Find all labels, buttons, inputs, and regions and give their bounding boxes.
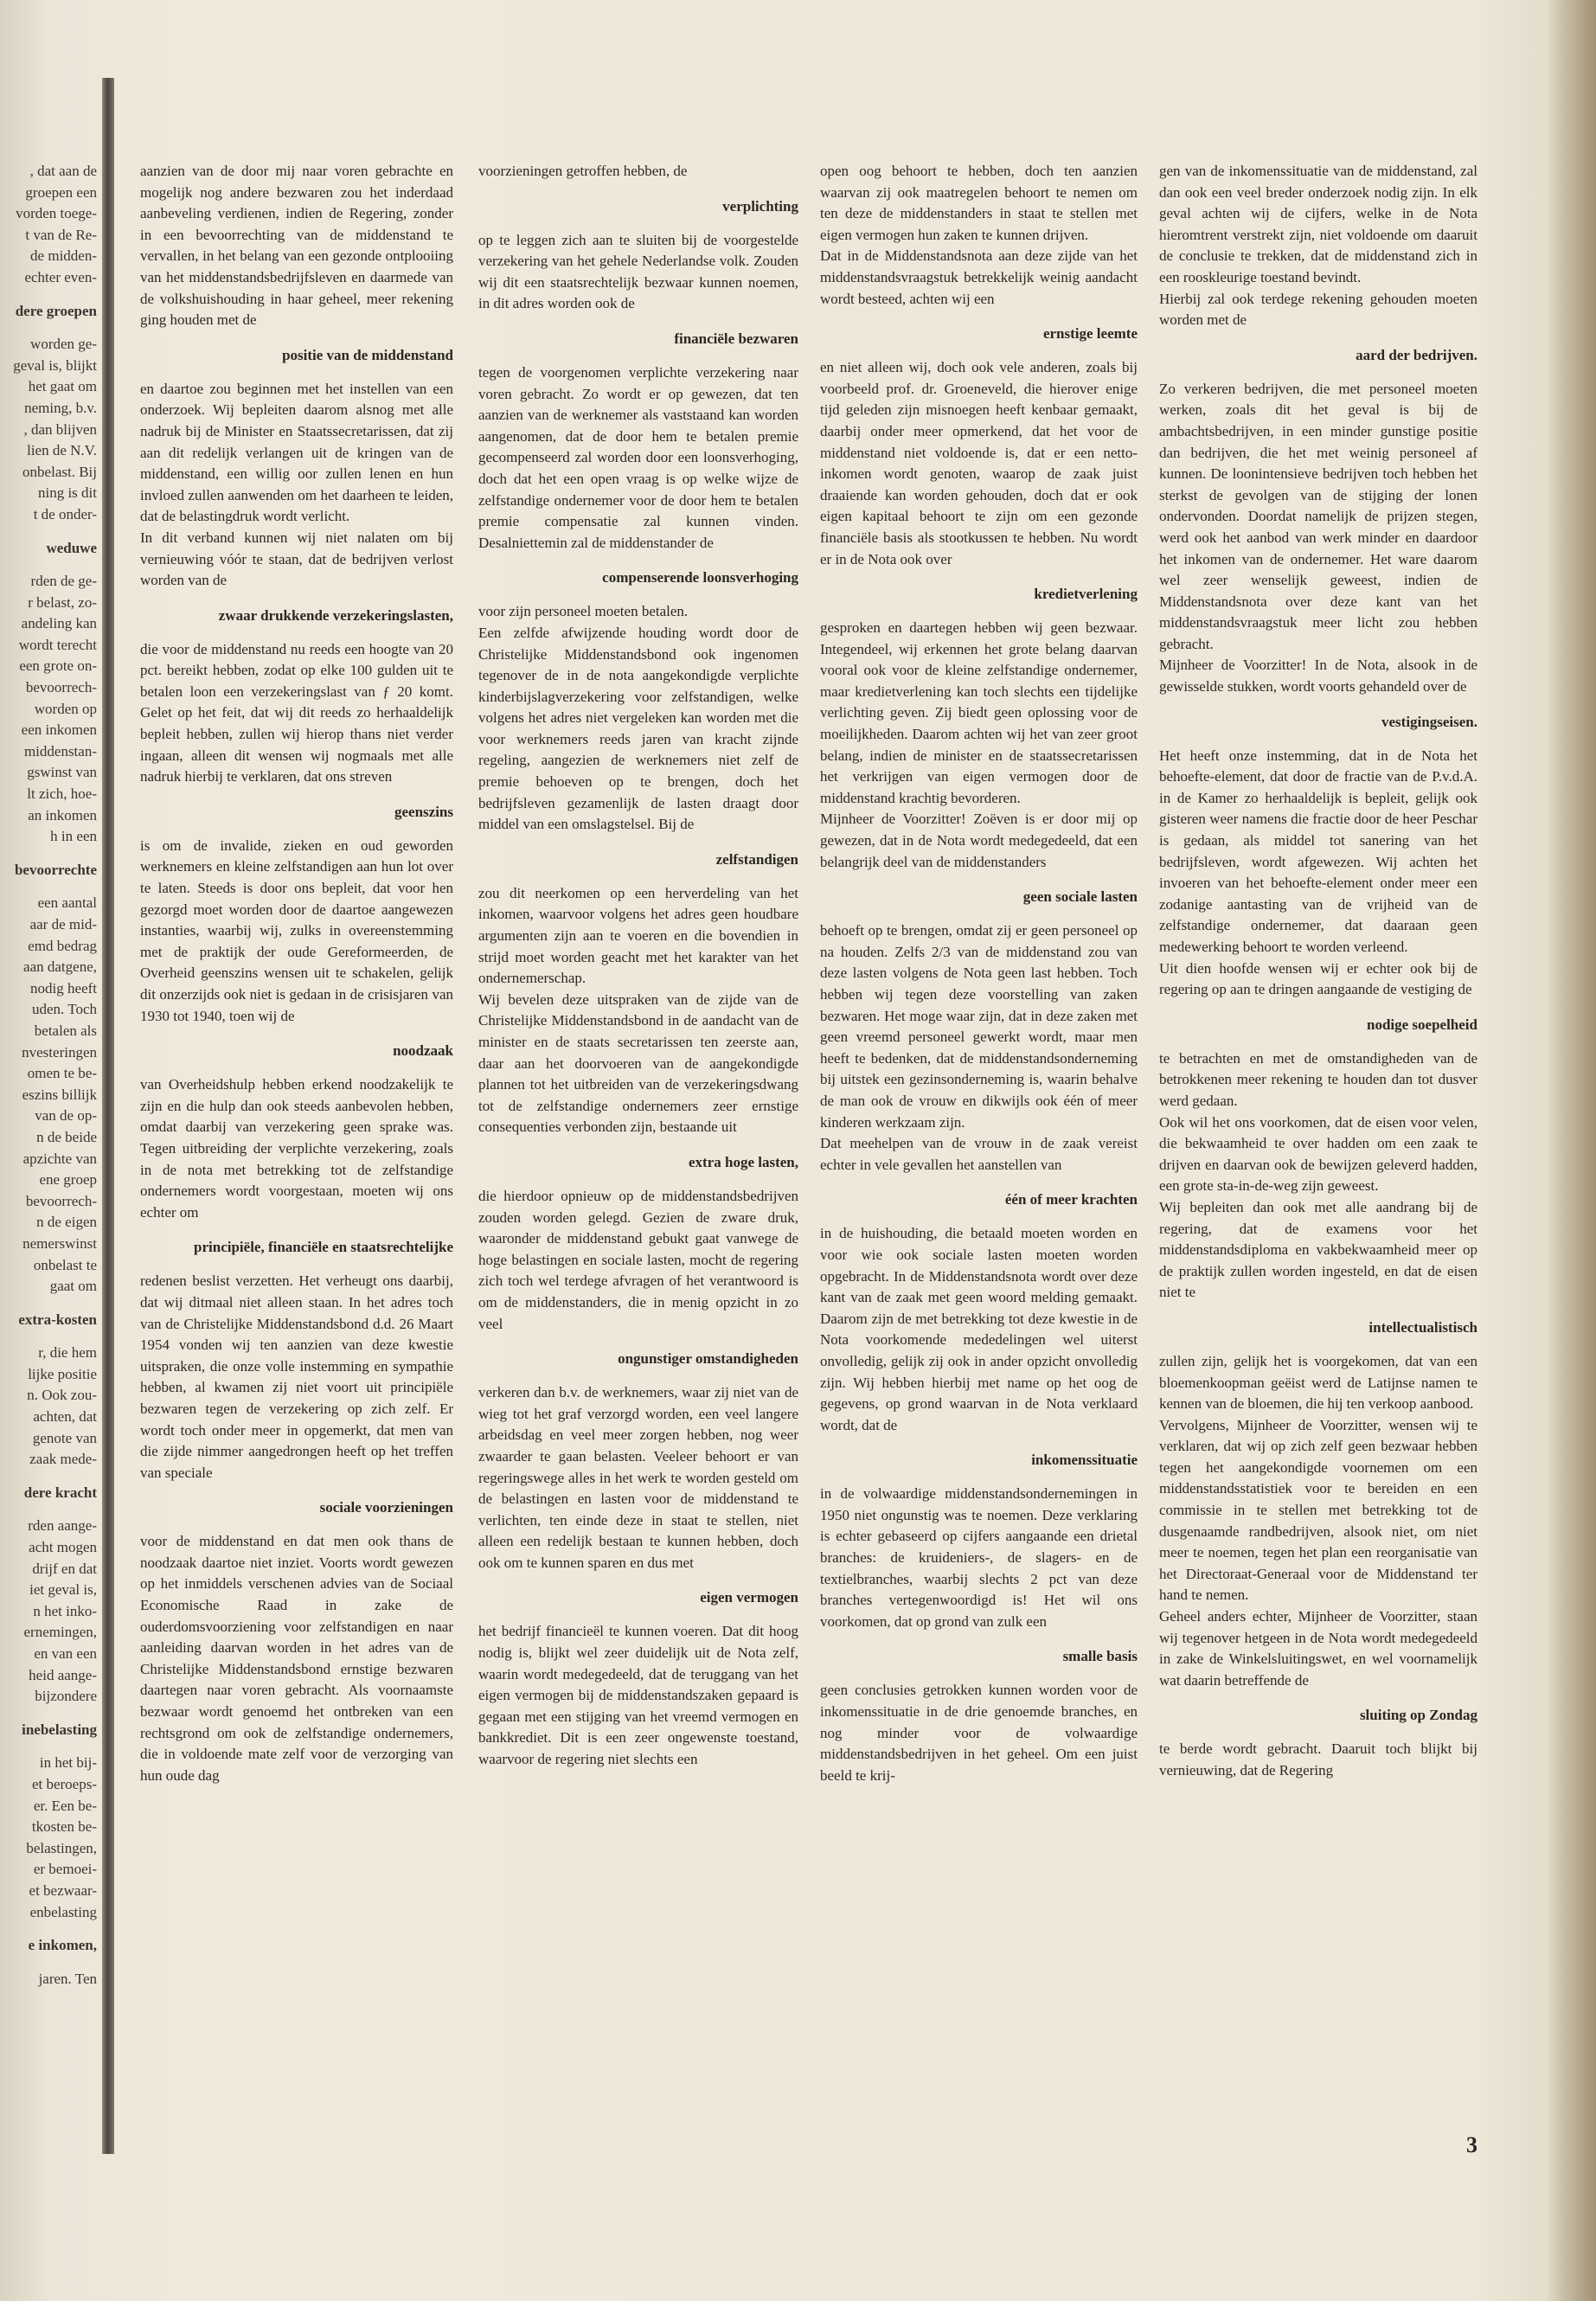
- fragment-line: eszins billijk: [22, 1086, 97, 1103]
- paragraph: behoeft op te brengen, omdat zij er geen personeel op na houden. Zelfs 2/3 van de middenstand zou van deze lasten volgens de Nota geen last hebben. Toch hebben wij tegen deze voorstelling van zaken bezwaren. Het moge waar zijn, dat in deze zaken met geen vreemd personeel gewerkt wordt, maar men heeft te bedenken, dat de middenstandsonderneming bij uitstek een gezinsonderneming is, waarin behalve de man ook de vrouw en dikwijls ook één of meer kinderen werkzaam zijn.: [820, 922, 1138, 1131]
- fragment-line: geval is, blijkt: [13, 356, 97, 374]
- paragraph: die hierdoor opnieuw op de middenstandsbedrijven zouden worden gelegd. Gezien de zware druk, waaronder de middenstand gebukt gaat vanwege de hoge belastingen en sociale lasten, mocht de regering zich toch wel terdege afvragen of het verantwoord is om de middenstanders, die in menig opzicht in zo veel: [478, 1187, 798, 1332]
- fragment-line: t de onder-: [33, 505, 97, 522]
- fragment-line: wordt terecht: [18, 636, 97, 653]
- section-heading: extra hoge lasten,: [688, 1153, 798, 1170]
- paragraph: op te leggen zich aan te sluiten bij de voorgestelde verzekering van het gehele Nederlandse volk. Zouden wij dit een staatsrechtelijk bezwaar kunnen noemen, in dit adres worden ook de: [478, 231, 798, 312]
- fragment-line: en van een: [34, 1645, 97, 1662]
- paragraph: redenen beslist verzetten. Het verheugt ons daarbij, dat wij ditmaal niet alleen staan. In het adres toch van de Christelijke Middenstandsbond d.d. 26 Maart 1954 vonden wij ten aanzien van deze kwestie uitspraken, die onze volle instemming en sympathie hebben, al kwamen zij niet voort uit principiële bezwaren tegen de verzekering op zich zelf. Er wordt toch onder meer in opgemerkt, dat men van die zijde nimmer aangedrongen heeft op het treffen van speciale: [140, 1272, 453, 1481]
- paragraph: aanzien van de door mij naar voren gebrachte en mogelijk nog andere bezwaren zou het inderdaad aanbeveling verdienen, indien de Regering, zonder in een bevoorrechting van de middenstand te vervallen, in het belang van een gezonde ontplooiing van het middenstandsbedrijfsleven en daarmede van de volkshuishouding in haar geheel, meer rekening ging houden met de: [140, 163, 453, 329]
- fragment-line: een grote on-: [19, 657, 97, 675]
- fragment-line: lt zich, hoe-: [27, 785, 97, 803]
- paragraph: die voor de middenstand nu reeds een hoogte van 20 pct. bereikt hebben, zodat op elke 100 gulden uit te betalen loon een verzekeringslast van ƒ 20 komt. Gelet op het feit, dat wij dit reeds zo herhaaldelijk bepleit hebben, zullen wij hierop thans niet verder ingaan, alleen dit wensen wij nogmaals met alle nadruk hierbij te verklaren, dat ons streven: [140, 640, 453, 785]
- fragment-line: inebelasting: [22, 1721, 97, 1738]
- paragraph: Mijnheer de Voorzitter! Zoëven is er door mij op gewezen, dat in de Nota wordt medegedeeld, dat een belangrijk deel van de middenstanders: [820, 811, 1138, 870]
- fragment-line: uden. Toch: [32, 1001, 97, 1018]
- fragment-line: weduwe: [46, 539, 97, 556]
- paragraph: Ook wil het ons voorkomen, dat de eisen voor velen, die bekwaamheid te over hadden om een zaak te drijven en daarvan ook de bewijzen geleverd hadden, een grote sta-in-de-weg zijn geweest.: [1159, 1113, 1477, 1195]
- fragment-line: worden ge-: [30, 336, 97, 353]
- paragraph: Het heeft onze instemming, dat in de Nota het behoefte-element, dat door de fractie van de P.v.d.A. in de Kamer zo herhaaldelijk is bepleit, gelijk ook gisteren weer namens die fractie door de heer Peschar is gedaan, als middel tot sanering van het bedrijfsleven, wordt afgewezen. Wij achten het invoeren van het behoefte-element onder meer een zodanige aantasting van de vrijheid van de zelfstandige ondernemer, dat daaraan geen medewerking behoort te worden verleend.: [1159, 747, 1477, 955]
- section-heading: noodzaak: [393, 1042, 453, 1060]
- section-heading: smalle basis: [1062, 1648, 1138, 1665]
- fragment-line: bevoorrechte: [14, 861, 97, 878]
- text-column-2: [478, 161, 798, 2125]
- fragment-line: een aantal: [37, 894, 97, 912]
- fragment-line: een inkomen: [21, 721, 97, 739]
- fragment-line: aan datgene,: [23, 958, 97, 976]
- text-column-3: [820, 161, 1138, 2125]
- paragraph: Mijnheer de Voorzitter! In de Nota, alsook in de gewisselde stukken, wordt voorts gehandeld over de: [1159, 657, 1477, 695]
- paragraph: het bedrijf financieël te kunnen voeren. Dat dit hoog nodig is, blijkt wel zeer duidelijk uit de Nota zelf, waarin wordt medegedeeld, dat de teruggang van het eigen vermogen bij de middenstandszaken gepaard is gegaan met een stijging van het vreemd vermogen en bankkrediet. Dit is een zeer ongewenste toestand, waarvoor de regering niet slechts een: [478, 1623, 798, 1768]
- section-heading: geen sociale lasten: [1022, 888, 1138, 906]
- fragment-line: jaren. Ten: [38, 1970, 97, 1987]
- fragment-line: worden op: [34, 700, 97, 717]
- section-heading: zwaar drukkende verzekeringslasten,: [218, 606, 453, 624]
- paragraph: Wij bevelen deze uitspraken van de zijde van de Christelijke Middenstandsbond in de aandacht van de minister en de staats secretarissen ten zeerste aan, daar aan het doorvoeren van de aangekondigde plannen tot het uitbreiden van de verzekeringsdwang tot de zelfstandige ondernemers zeer ernstige consequenties verbonden zijn, bestaande uit: [478, 990, 798, 1136]
- section-heading: sluiting op Zondag: [1359, 1707, 1477, 1724]
- paragraph: en niet alleen wij, doch ook vele anderen, zoals bij voorbeeld prof. dr. Groeneveld, die hierover enige tijd geleden zijn misnoegen heeft kenbaar gemaakt, daarbij onder meer opmerkend, dat het voor de middenstand niet voldoende is, dat er een netto-inkomen wordt genoten, waarop de zaak juist draaiende kan worden gehouden, doch dat er ook eigen kapitaal behoort te zijn om een gezonde financiële basis als stootkussen te hebben. Nu wordt er in de Nota ook over: [820, 359, 1138, 567]
- fragment-line: n de beide: [36, 1128, 97, 1145]
- paragraph: zou dit neerkomen op een herverdeling van het inkomen, waarvoor volgens het adres geen houdbare argumenten zijn aan te voeren en die bovendien in strijd moet worden geacht met het karakter van het ondernemerschap.: [478, 884, 798, 987]
- fragment-line: acht mogen: [29, 1539, 97, 1556]
- fragment-line: vorden toege-: [16, 205, 97, 222]
- fragment-line: gaat om: [49, 1278, 97, 1295]
- fragment-line: middenstan-: [23, 742, 97, 760]
- paragraph: open oog behoort te hebben, doch ten aanzien waarvan zij ook maatregelen behoort te nemen om ten deze de middenstanders in staat te stellen met eigen vermogen hun zaken te kunnen drijven.: [820, 163, 1138, 243]
- paragraph: gesproken en daartegen hebben wij geen bezwaar. Integendeel, wij erkennen het grote belang daarvan vooral ook voor de kleine zelfstandige ondernemer, maar kredietverlening kan toch slechts een tijdelijke verlichting geven. Zij biedt geen oplossing voor de moeilijkheden. Daarom achten wij het van zeer groot belang, indien de minister en de staatssecretarissen het verkrijgen van eigen vermogen door de middenstand krachtig bevorderen.: [820, 619, 1138, 806]
- fragment-line: n de eigen: [36, 1214, 97, 1231]
- previous-page-fragment: [0, 161, 97, 2125]
- section-heading: vestigingseisen.: [1381, 713, 1477, 730]
- paragraph: voorzieningen getroffen hebben, de: [478, 163, 688, 179]
- fragment-line: nemerswinst: [22, 1234, 97, 1252]
- section-heading: ongunstiger omstandigheden: [618, 1350, 798, 1368]
- fragment-line: an inkomen: [28, 806, 97, 824]
- fragment-line: ning is dit: [37, 484, 97, 502]
- fragment-line: ene groep: [39, 1171, 97, 1189]
- fragment-line: t van de Re-: [25, 226, 97, 243]
- fragment-line: emd bedrag: [28, 937, 97, 954]
- paragraph: is om de invalide, zieken en oud geworden werknemers en kleine zelfstandigen aan hun lot over te laten. Steeds is door ons bepleit, dat voor hen gezorgd moet worden door de daartoe aangewezen instanties, waarbij wij, zulks in overeenstemming met de praktijk der oude Gereformeerden, de Overheid geenszins wensen uit te schakelen, gelijk dit onzerzijds ook niet is gedaan in de crisisjaren van 1930 tot 1940, toen wij de: [140, 836, 453, 1024]
- fragment-line: bijzondere: [35, 1688, 97, 1705]
- fragment-line: extra-kosten: [18, 1311, 97, 1328]
- section-heading: ernstige leemte: [1042, 325, 1138, 343]
- fragment-line: lien de N.V.: [27, 442, 97, 459]
- section-heading: aard der bedrijven.: [1356, 346, 1477, 363]
- fragment-line: omen te be-: [27, 1065, 97, 1082]
- section-heading: één of meer krachten: [1004, 1191, 1138, 1208]
- fragment-line: r, die hem: [38, 1344, 97, 1362]
- paragraph: verkeren dan b.v. de werknemers, waar zij niet van de wieg tot het graf verzorgd worden, een veel langere arbeidsdag en veel meer zorgen hebben, nog weer zwaarder te gaan belasten. Veeleer behoort er van regeringswege alles in het werk te worden gesteld om de belastingen en lasten voor de middenstand te verlichten, ten einde deze in staat te stellen, niet alleen een redelijk bestaan te kunnen hebben, doch ook om te kunnen sparen en dus met: [478, 1384, 798, 1571]
- fragment-line: , dan blijven: [23, 420, 97, 438]
- fragment-line: aar de mid-: [29, 916, 97, 933]
- paragraph: tegen de voorgenomen verplichte verzekering naar voren gebracht. Zo wordt er op gewezen, dat ten aanzien van de werknemer als vaststaand kan worden aangenomen, dat de door hem te betalen premie gecompenseerd zal worden door een loonsverhoging, doch dat het een open vraag is op welke wijze de zelfstandige ondernemer voor de door hem te betalen premie compensatie zal kunnen vinden. Desalniettemin zal de middenstander de: [478, 363, 798, 551]
- fragment-line: iet geval is,: [29, 1581, 97, 1599]
- paragraph: te betrachten en met de omstandigheden van de betrokkenen meer rekening te houden dan tot dusver werd gedaan.: [1159, 1049, 1477, 1109]
- paragraph: geen conclusies getrokken kunnen worden voor de inkomenssituatie in de drie genoemde branches, en nog minder voor de volwaardige middenstandsbedrijven in het geheel. Om een juist beeld te krij-: [820, 1682, 1138, 1784]
- fragment-line: enbelasting: [29, 1903, 97, 1920]
- fragment-line: neming, b.v.: [24, 399, 97, 416]
- fragment-line: rden de ge-: [30, 573, 97, 590]
- section-heading: positie van de middenstand: [282, 346, 453, 363]
- fragment-line: het gaat om: [28, 378, 97, 395]
- paragraph: Wij bepleiten dan ook met alle aandrang bij de regering, dat de examens voor het middenstandsdiploma en vakbekwaamheid meer op de praktijk zullen worden ingesteld, en dat de eisen niet te: [1159, 1198, 1477, 1301]
- fragment-line: er bemoei-: [33, 1861, 97, 1878]
- section-heading: financiële bezwaren: [674, 330, 798, 347]
- paragraph: voor de middenstand en dat men ook thans de noodzaak daartoe niet inziet. Voorts wordt gewezen op het inmiddels verschenen advies van de Sociaal Economische Raad in zake de ouderdomsvoorziening voor zelfstandigen en naar aanleiding daarvan worden in het adres van de Christelijke Middenstandsbond ernstige bezwaren daartegen naar voren gebracht. Als voornaamste bezwaar wordt genoemd het ontbreken van een rechtsgrond om ook de zelfstandige ondernemers, die in voldoende mate zelf voor de verzorging van hun oude dag: [140, 1533, 453, 1784]
- paragraph: Dat in de Middenstandsnota aan deze zijde van het middenstandsvraagstuk betrekkelijk weinig aandacht wordt besteed, achten wij een: [820, 247, 1138, 307]
- paragraph: voor zijn personeel moeten betalen.: [478, 603, 689, 620]
- fragment-line: heid aange-: [29, 1666, 97, 1683]
- fragment-line: n. Ook zou-: [27, 1387, 97, 1404]
- paragraph: in de volwaardige middenstandsondernemingen in 1950 niet ongunstig was te noemen. Deze verklaring is echter gebaseerd op cijfers aangaande een drietal branches: de kruideniers-, de slagers- en de textielbranches, waarbij slechts 2 pct van deze branches vertegenwoordigd is! Het wil ons voorkomen, dat op grond van zulk een: [820, 1485, 1138, 1630]
- fragment-line: e inkomen,: [28, 1937, 97, 1954]
- fragment-line: nodig heeft: [30, 979, 97, 997]
- fragment-line: dere kracht: [23, 1484, 97, 1501]
- fragment-line: ernemingen,: [23, 1624, 97, 1641]
- section-heading: principiële, financiële en staatsrechtelijke: [194, 1239, 453, 1256]
- fragment-line: dere groepen: [15, 302, 97, 319]
- paragraph: Zo verkeren bedrijven, die met personeel moeten werken, zoals dit het geval is bij de ambachtsbedrijven, in een minder gunstige positie dan bedrijven, die het met weinig personeel af kunnen. De loonintensieve bedrijven toch hebben het sterkst de gevolgen van de stijging der lonen ondervonden. Doordat namelijk de prijzen stegen, werd ook het aanbod van werk minder en daardoor het inkomen van de ondernemer. Het ware daarom wel zeer wenselijk geweest, indien de Middenstandsnota over deze kant van het middenstandsvraagstuk meer licht zou hebben gebracht.: [1159, 380, 1477, 652]
- text-column-1: [140, 161, 453, 2125]
- section-heading: geenszins: [394, 803, 453, 820]
- section-heading: verplichting: [722, 197, 798, 215]
- paragraph: Hierbij zal ook terdege rekening gehouden moeten worden met de: [1159, 290, 1477, 329]
- section-heading: eigen vermogen: [700, 1589, 798, 1606]
- fragment-line: apzichte van: [22, 1150, 97, 1167]
- paragraph: en daartoe zou beginnen met het instellen van een onderzoek. Wij bepleiten daarom alsnog met alle nadruk bij de Minister en Staatssecretarissen, dat zij aan dit redelijk verlangen uit de kringen van de middenstand, een willig oor zullen lenen en hun invloed zullen aanwenden om het daarheen te leiden, dat de belastingdruk wordt verlicht.: [140, 380, 453, 525]
- fragment-line: onbelast te: [33, 1256, 97, 1273]
- fragment-line: rden aange-: [28, 1517, 97, 1535]
- paragraph: Uit dien hoofde wensen wij er echter ook bij de regering op aan te dringen aangaande de vestiging de: [1159, 959, 1477, 998]
- page-number: 3: [1466, 2132, 1477, 2157]
- fragment-line: er. Een be-: [33, 1797, 97, 1814]
- text-column-4: [1159, 161, 1477, 2125]
- fragment-line: et bezwaar-: [29, 1881, 97, 1899]
- paragraph: gen van de inkomenssituatie van de middenstand, zal dan ook een veel breder onderzoek nodig zijn. In elk geval achten wij de cijfers, welke in de Nota hieromtrent verstrekt zijn, niet voldoende om daaruit de conclusie te trekken, dat de middenstand zich in een rooskleurige toestand bevindt.: [1159, 163, 1477, 285]
- fragment-line: bevoorrech-: [25, 679, 97, 696]
- fragment-line: groepen een: [25, 183, 97, 201]
- fragment-line: r belast, zo-: [28, 593, 97, 611]
- fragment-line: in het bij-: [39, 1754, 97, 1772]
- paragraph: van Overheidshulp hebben erkend noodzakelijk te zijn en die hulp dan ook steeds aanbevolen hebben, omdat daarbij van verzekering geen sprake was. Tegen uitbreiding der verplichte verzekering, zoals in de nota met betrekking tot de zelfstandige ondernemers wordt voorgestaan, moeten wij ons echter om: [140, 1076, 453, 1221]
- section-heading: zelfstandigen: [715, 850, 798, 868]
- fragment-line: genote van: [32, 1429, 97, 1446]
- fragment-line: belastingen,: [26, 1839, 97, 1856]
- fragment-line: achten, dat: [33, 1408, 97, 1426]
- paragraph: In dit verband kunnen wij niet nalaten om bij vernieuwing vóór te staan, dat de bedrijven verlost worden van de: [140, 529, 453, 589]
- paragraph: in de huishouding, die betaald moeten worden en voor wie ook sociale lasten moeten worden opgebracht. In de Middenstandsnota wordt over deze kant van de zaak met geen woord melding gemaakt. Daarom zijn de met betrekking tot deze kwestie in de Nota voorkomende mededelingen wel uiterst onvolledig, gelijk zij ook in ander opzicht onvolledig zijn. Wij hebben hierbij met name op het oog de gegevens, op grond waarvan in de Nota verklaard wordt, dat de: [820, 1225, 1138, 1433]
- fragment-line: andeling kan: [21, 615, 97, 632]
- fragment-line: betalen als: [34, 1022, 97, 1039]
- page-gutter: [102, 78, 114, 2154]
- paragraph: Vervolgens, Mijnheer de Voorzitter, wensen wij te verklaren, dat wij op zich zelf geen bezwaar hebben tegen het aangekondigde voornemen om een middenstandsstatistiek voor te bereiden en een commissie in te stellen met betrekking tot de dusgenaamde randbedrijven, alsook niet, om niet meer te noemen, tegen het plan een reorganisatie van het Directoraat-Generaal voor de Middenstand ter hand te nemen.: [1159, 1416, 1477, 1604]
- fragment-line: echter even-: [24, 268, 97, 285]
- fragment-line: zaak mede-: [29, 1451, 97, 1468]
- fragment-line: tkosten be-: [31, 1818, 97, 1836]
- fragment-line: van de op-: [35, 1107, 97, 1125]
- section-heading: inkomenssituatie: [1031, 1452, 1138, 1469]
- fragment-line: drijf en dat: [32, 1560, 97, 1577]
- section-heading: sociale voorzieningen: [319, 1499, 453, 1516]
- fragment-line: nvesteringen: [22, 1043, 97, 1061]
- paragraph: te berde wordt gebracht. Daaruit toch blijkt bij vernieuwing, dat de Regering: [1159, 1740, 1477, 1779]
- fragment-line: et beroeps-: [31, 1775, 97, 1792]
- section-heading: nodige soepelheid: [1367, 1016, 1477, 1033]
- section-heading: intellectualistisch: [1368, 1318, 1477, 1336]
- fragment-line: , dat aan de: [29, 163, 97, 179]
- paragraph: Een zelfde afwijzende houding wordt door de Christelijke Middenstandsbond ook ingenomen tegenover de in de nota aangekondigde verplichte kinderbijslagverzekering voor zelfstandigen, welke volgens het adres niet vergeleken kan worden met die voor werknemers reeds jaren van kracht zijnde regeling, aangezien de werknemers niet zelf de premie behoeven op te brengen, doch het bedrijfsleven gezamenlijk de lasten draagt door middel van een omslagstelsel. Bij de: [478, 624, 798, 833]
- page-edge-shadow: [1548, 0, 1596, 2301]
- fragment-line: h in een: [50, 828, 97, 845]
- fragment-line: lijke positie: [28, 1365, 97, 1382]
- fragment-line: n het inko-: [33, 1602, 97, 1619]
- section-heading: kredietverlening: [1034, 586, 1138, 603]
- paragraph: zullen zijn, gelijk het is voorgekomen, dat van een bloemenkoopman geëist werd de Latijnse namen te kennen van de bloemen, die hij ten verkoop aanbood.: [1159, 1352, 1477, 1413]
- paragraph: Dat meehelpen van de vrouw in de zaak vereist echter in vele gevallen het aanstellen van: [820, 1135, 1138, 1173]
- fragment-line: onbelast. Bij: [22, 463, 97, 480]
- fragment-line: de midden-: [30, 247, 97, 265]
- paragraph: Geheel anders echter, Mijnheer de Voorzitter, staan wij tegenover hetgeen in de Nota wordt medegedeeld in zake de Winkelsluitingswet, en wel voornamelijk wat daarin betreffende de: [1159, 1608, 1477, 1689]
- section-heading: compenserende loonsverhoging: [602, 569, 798, 586]
- fragment-line: gswinst van: [27, 764, 97, 781]
- fragment-line: bevoorrech-: [25, 1192, 97, 1209]
